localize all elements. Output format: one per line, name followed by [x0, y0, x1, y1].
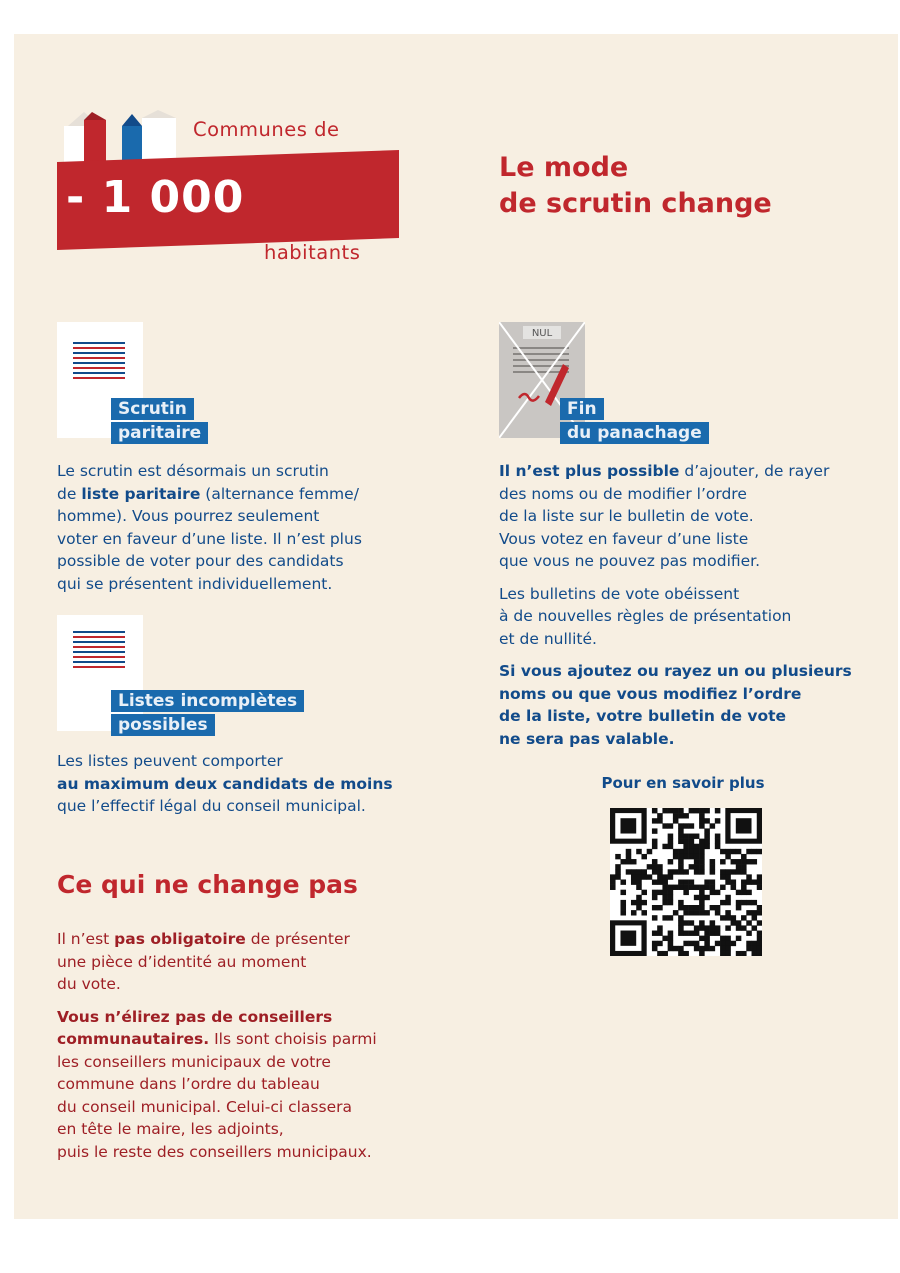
scrutin-tag: Scrutin paritaire: [111, 398, 208, 444]
page-title: Le mode de scrutin change: [499, 152, 772, 219]
listes-tag: Listes incomplètes possibles: [111, 690, 304, 736]
badge-bottom-text: habitants: [264, 241, 361, 264]
panachage-tag: Fin du panachage: [560, 398, 709, 444]
more-info-label: Pour en savoir plus: [601, 774, 765, 792]
badge-number: - 1 000: [66, 172, 245, 223]
unchanged-text: Il n’est pas obligatoire de présenter une pièce d’identité au moment du vote. Vous n’élirez pas de conseillers communautaires. Ils sont choisis parmi les conseillers municipaux de votre commune dans l’ordre du tableau du conseil municipal. Celui-ci classera en tête le maire, les adjoints, puis le reste des conseillers municipaux.: [57, 930, 377, 1161]
svg-text:NUL: NUL: [531, 328, 553, 339]
badge-top-text: Communes de: [193, 118, 340, 141]
panachage-text: Il n’est plus possible d’ajouter, de rayer des noms ou de modifier l’ordre de la liste sur le bulletin de vote. Vous votez en faveur d’une liste que vous ne pouvez pas modifier. Les bulletins de vote obéissent à de nouvelles règles de présentation et de nullité. Si vous ajoutez ou rayez un ou plusieurs noms ou que vous modifiez l’ordre de la liste, votre bulletin de vote ne sera pas valable.: [499, 462, 852, 748]
section-title-unchanged: Ce qui ne change pas: [57, 870, 358, 899]
listes-text: Les listes peuvent comporter au maximum deux candidats de moins que l’effectif légal du conseil municipal.: [57, 752, 393, 815]
qr-code[interactable]: [610, 808, 762, 956]
scrutin-text: Le scrutin est désormais un scrutin de liste paritaire (alternance femme/ homme). Vous pourrez seulement voter en faveur d’une liste. Il n’est plus possible de voter pour des candidats qui se présentent individuellement.: [57, 462, 362, 593]
